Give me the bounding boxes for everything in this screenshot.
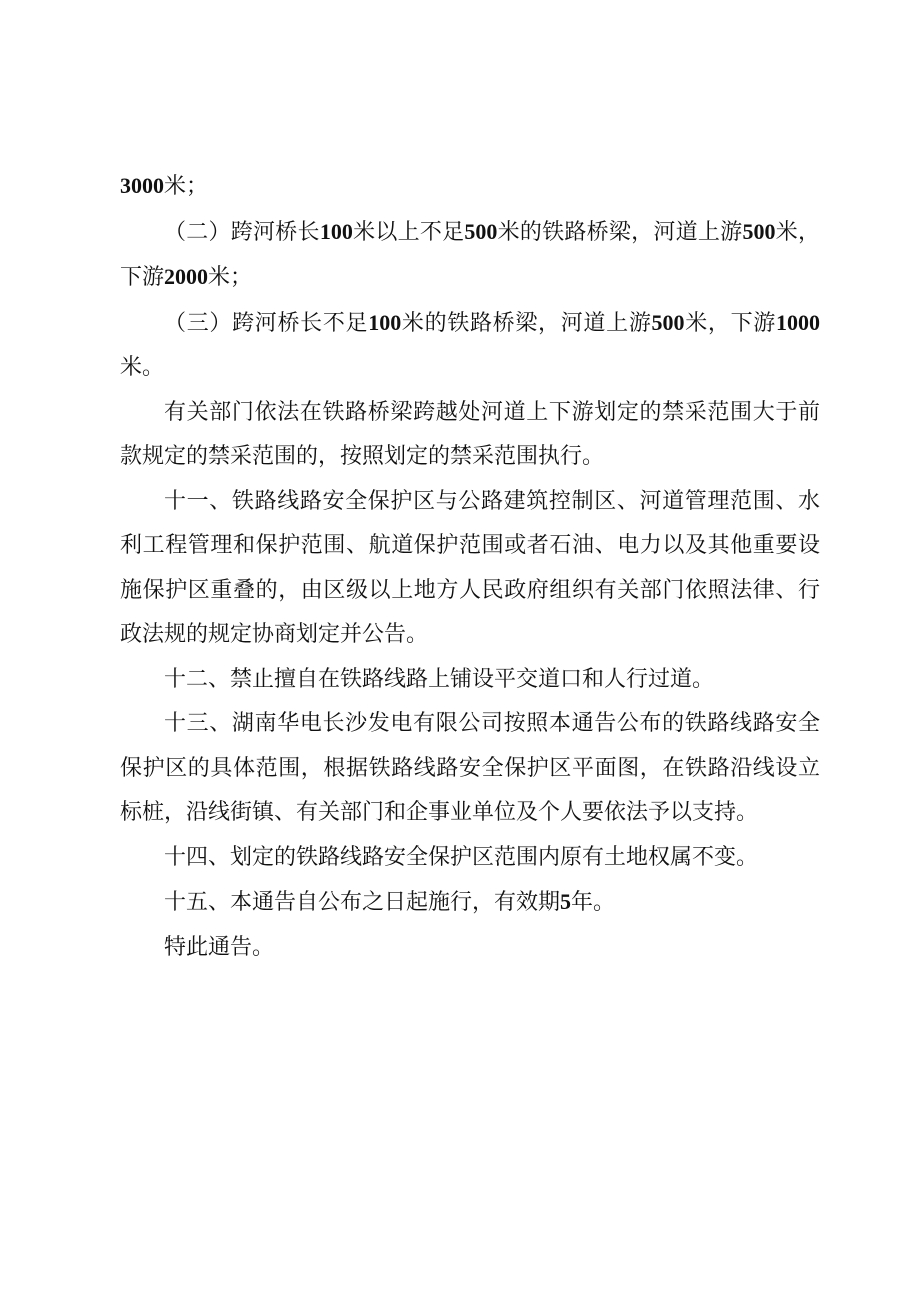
text-segment: 米； [164,174,209,199]
text-segment: 米，下游 [120,219,820,290]
numeric-value: 100 [368,309,402,335]
numeric-value: 2000 [164,264,209,289]
text-segment: 米以上不足 [352,219,465,245]
text-segment: 年。 [571,890,616,915]
text-segment: 十四、划定的铁路线路安全保护区范围内原有土地权属不变。 [164,844,759,870]
paragraph-article-12 [120,658,820,703]
text-segment: 米，下游 [684,310,776,336]
numeric-value: 5 [560,889,572,914]
text-segment: 十一、铁路线路安全保护区与公路建筑控制区、河道管理范围、水利工程管理和保护范围、航道保护范围或者石油、电力以及其他重要设施保护区重叠的，由区级以上地方人民政府组织有关部门依照法律、行政法规的规定协商划定并公告。 [120,488,820,647]
text-segment: 十二、禁止擅自在铁路线路上铺设平交道口和人行过道。 [164,666,715,692]
text-segment: （二）跨河桥长 [164,219,320,245]
numeric-value: 100 [319,218,353,244]
text-segment: 十三、湖南华电长沙发电有限公司按照本通告公布的铁路线路安全保护区的具体范围，根据铁路线路安全保护区平面图，在铁路沿线设立标桩，沿线街镇、有关部门和企事业单位及个人要依法予以支持。 [120,711,820,825]
text-segment: 米； [208,265,253,290]
paragraph-article-13 [120,702,820,836]
text-segment: （三）跨河桥长不足 [164,310,369,336]
paragraph-continuation [120,164,820,210]
text-segment: 十五、本通告自公布之日起施行，有效期 [164,890,561,915]
numeric-value: 3000 [120,173,164,198]
text-segment: 米的铁路桥梁，河道上游 [401,310,652,336]
text-segment: 米。 [120,355,165,380]
paragraph-article-15 [120,880,820,926]
paragraph-dept-rule [120,391,820,480]
paragraph-article-14 [120,836,820,881]
paragraph-item-2 [120,210,820,301]
text-segment: 米的铁路桥梁，河道上游 [497,219,743,245]
document-body [120,164,820,970]
paragraph-article-11 [120,480,820,658]
text-segment: 有关部门依法在铁路桥梁跨越处河道上下游划定的禁采范围大于前款规定的禁采范围的，按照划定的禁采范围执行。 [120,399,820,469]
paragraph-item-3 [120,301,820,391]
paragraph-closing [120,926,820,971]
numeric-value: 500 [464,218,498,244]
text-segment: 特此通告。 [164,934,275,960]
numeric-value: 500 [651,309,685,335]
numeric-value: 500 [742,218,776,244]
numeric-value: 1000 [775,309,820,335]
